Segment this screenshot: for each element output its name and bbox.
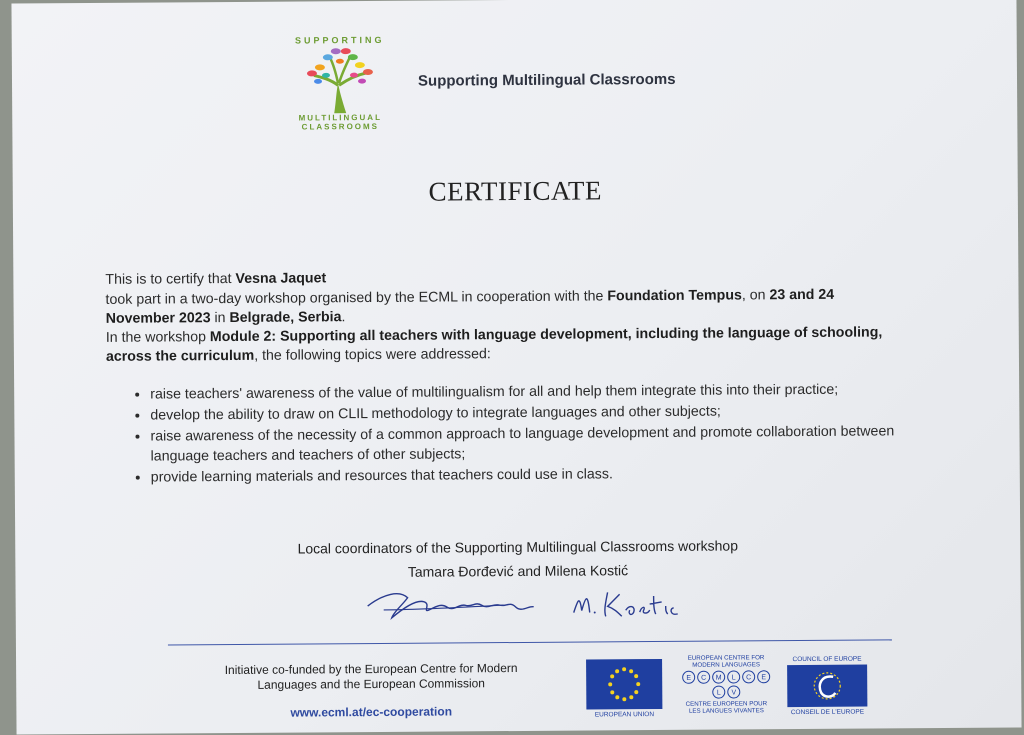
ecml-circle: E: [682, 671, 695, 684]
ecml-circles: [680, 670, 772, 699]
eu-flag-icon: [586, 659, 662, 710]
coordinators-names: Tamara Đorđević and Milena Kostić: [407, 562, 629, 580]
recipient-name: Vesna Jaquet: [235, 270, 327, 287]
module-paragraph: In the workshop Module 2: Supporting all teachers with language development, including the language of schooling, across the curriculum, the following topics were addressed:: [105, 324, 883, 365]
logo-arc-top: SUPPORTING: [294, 34, 385, 46]
coe-logo: [786, 656, 868, 717]
ecml-circle: V: [727, 685, 740, 698]
module-name: Module 2: Supporting all teachers with language development, including the language of schooling, across the curriculum: [105, 324, 883, 365]
signature-kostic: [570, 582, 690, 623]
coe-top-text: COUNCIL OF EUROPE: [792, 655, 862, 664]
ecml-circle: L: [727, 670, 740, 683]
signature-dordevic: [364, 583, 544, 624]
ecml-circle: M: [712, 671, 725, 684]
certificate-paper: [11, 0, 1021, 734]
ecml-top-text: EUROPEAN CENTRE FOR MODERN LANGUAGES: [687, 654, 765, 669]
list-item: • provide learning materials and resources that teachers could use in class.: [151, 462, 951, 488]
ecml-logo: [680, 654, 772, 715]
logo-arc-bottom: MULTILINGUAL CLASSROOMS: [298, 112, 382, 132]
brand-name: Supporting Multilingual Classrooms: [417, 70, 676, 90]
list-item: • raise awareness of the necessity of a common approach to language development and promote collaboration between language teachers and teachers of other subjects;: [150, 421, 950, 467]
smc-logo: [280, 35, 401, 136]
certify-line: This is to certify that Vesna Jaquet: [105, 270, 327, 288]
topics-list: [110, 379, 951, 489]
ecml-url[interactable]: www.ecml.at/ec-cooperation: [290, 704, 453, 720]
coe-bottom-text: CONSEIL DE L'EUROPE: [790, 708, 865, 717]
workshop-paragraph: took part in a two-day workshop organised by the ECML in cooperation with the Foundation Tempus, on 23 and 24 November 2023 in Belgrade, Serbia.: [105, 286, 835, 327]
partner-name: Foundation Tempus: [607, 287, 742, 305]
workshop-dates: 23 and 24 November 2023: [105, 286, 835, 327]
eu-logo: [586, 659, 662, 719]
footer-rule: [168, 639, 892, 645]
certificate-title: CERTIFICATE: [428, 175, 603, 207]
tree-icon: [300, 45, 380, 116]
workshop-place: Belgrade, Serbia: [229, 309, 342, 327]
ecml-circle: C: [697, 671, 710, 684]
coordinators-heading: Local coordinators of the Supporting Multilingual Classrooms workshop: [297, 537, 739, 557]
coe-emblem-icon: [787, 665, 867, 708]
eu-caption: EUROPEAN UNION: [594, 711, 655, 719]
funding-text: Initiative co-funded by the European Centre for Modern Languages and the European Commission: [224, 661, 518, 692]
ecml-circle: L: [712, 686, 725, 699]
list-item: • develop the ability to draw on CLIL methodology to integrate languages and other subjects;: [150, 400, 950, 426]
ecml-circle: E: [757, 670, 770, 683]
list-item: • raise teachers' awareness of the value of multilingualism for all and help them integrate this into their practice;: [150, 379, 950, 405]
ecml-circle: C: [742, 670, 755, 683]
ecml-bottom-text: CENTRE EUROPEEN POUR LES LANGUES VIVANTES: [685, 700, 768, 715]
